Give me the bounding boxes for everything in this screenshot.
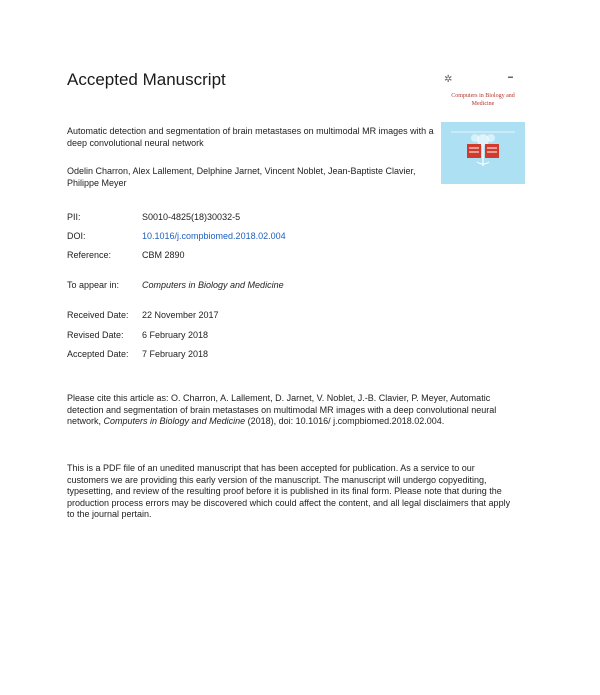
- pii-value: S0010-4825(18)30032-5: [142, 212, 241, 222]
- disclaimer-paragraph: This is a PDF file of an unedited manuscript that has been accepted for publication. As a service to our customers we are providing this early version of the manuscript. The manuscript will undergo copyediting, typesetting, and review of the resulting proof before it is published in its final form. Please note that during the production process errors may be discovered which could affect the content, and all legal disclaimers that apply to the journal pertain.: [67, 463, 511, 519]
- article-title: Automatic detection and segmentation of brain metastases on multimodal MR images with a deep convolutional neural network: [67, 126, 434, 148]
- pii-label: PII:: [67, 212, 81, 222]
- received-date-label: Received Date:: [67, 310, 129, 320]
- citation-paragraph: [67, 393, 517, 428]
- reference-label: Reference:: [67, 250, 112, 260]
- page-heading: Accepted Manuscript: [67, 70, 226, 89]
- reference-value: CBM 2890: [142, 250, 185, 260]
- accepted-date-label: Accepted Date:: [67, 349, 129, 359]
- accepted-date-value: 7 February 2018: [142, 349, 209, 359]
- journal-logo-name: Computers in Biology and Medicine: [451, 93, 515, 107]
- citation-text-end: (2018), doi: 10.1016/ j.compbiomed.2018.02.004.: [245, 416, 445, 426]
- article-authors: Odelin Charron, Alex Lallement, Delphine Jarnet, Vincent Noblet, Jean-Baptiste Clavier, Philippe Meyer: [67, 166, 416, 188]
- received-date-value: 22 November 2017: [142, 310, 219, 320]
- doi-label: DOI:: [67, 231, 86, 241]
- citation-journal: Computers in Biology and Medicine: [103, 416, 246, 426]
- revised-date-value: 6 February 2018: [142, 330, 209, 340]
- corner-mark-icon: ▬: [508, 74, 513, 80]
- doi-link[interactable]: 10.1016/j.compbiomed.2018.02.004: [142, 231, 286, 241]
- citation-text-start: Please cite this article as: O. Charron, A. Lallement, D. Jarnet, V. Noblet, J.-B. Clavier, P. Meyer, Automatic detection and segmentation of brain metastases on multimodal MR images with a deep convolutional neural network,: [67, 393, 497, 426]
- revised-date-label: Revised Date:: [67, 330, 124, 340]
- cover-graphic-icon: [441, 122, 525, 184]
- publisher-tree-icon: ✲: [444, 74, 453, 85]
- appear-in-label: To appear in:: [67, 280, 120, 290]
- journal-cover-image: [441, 122, 525, 184]
- appear-in-value: Computers in Biology and Medicine: [142, 280, 284, 290]
